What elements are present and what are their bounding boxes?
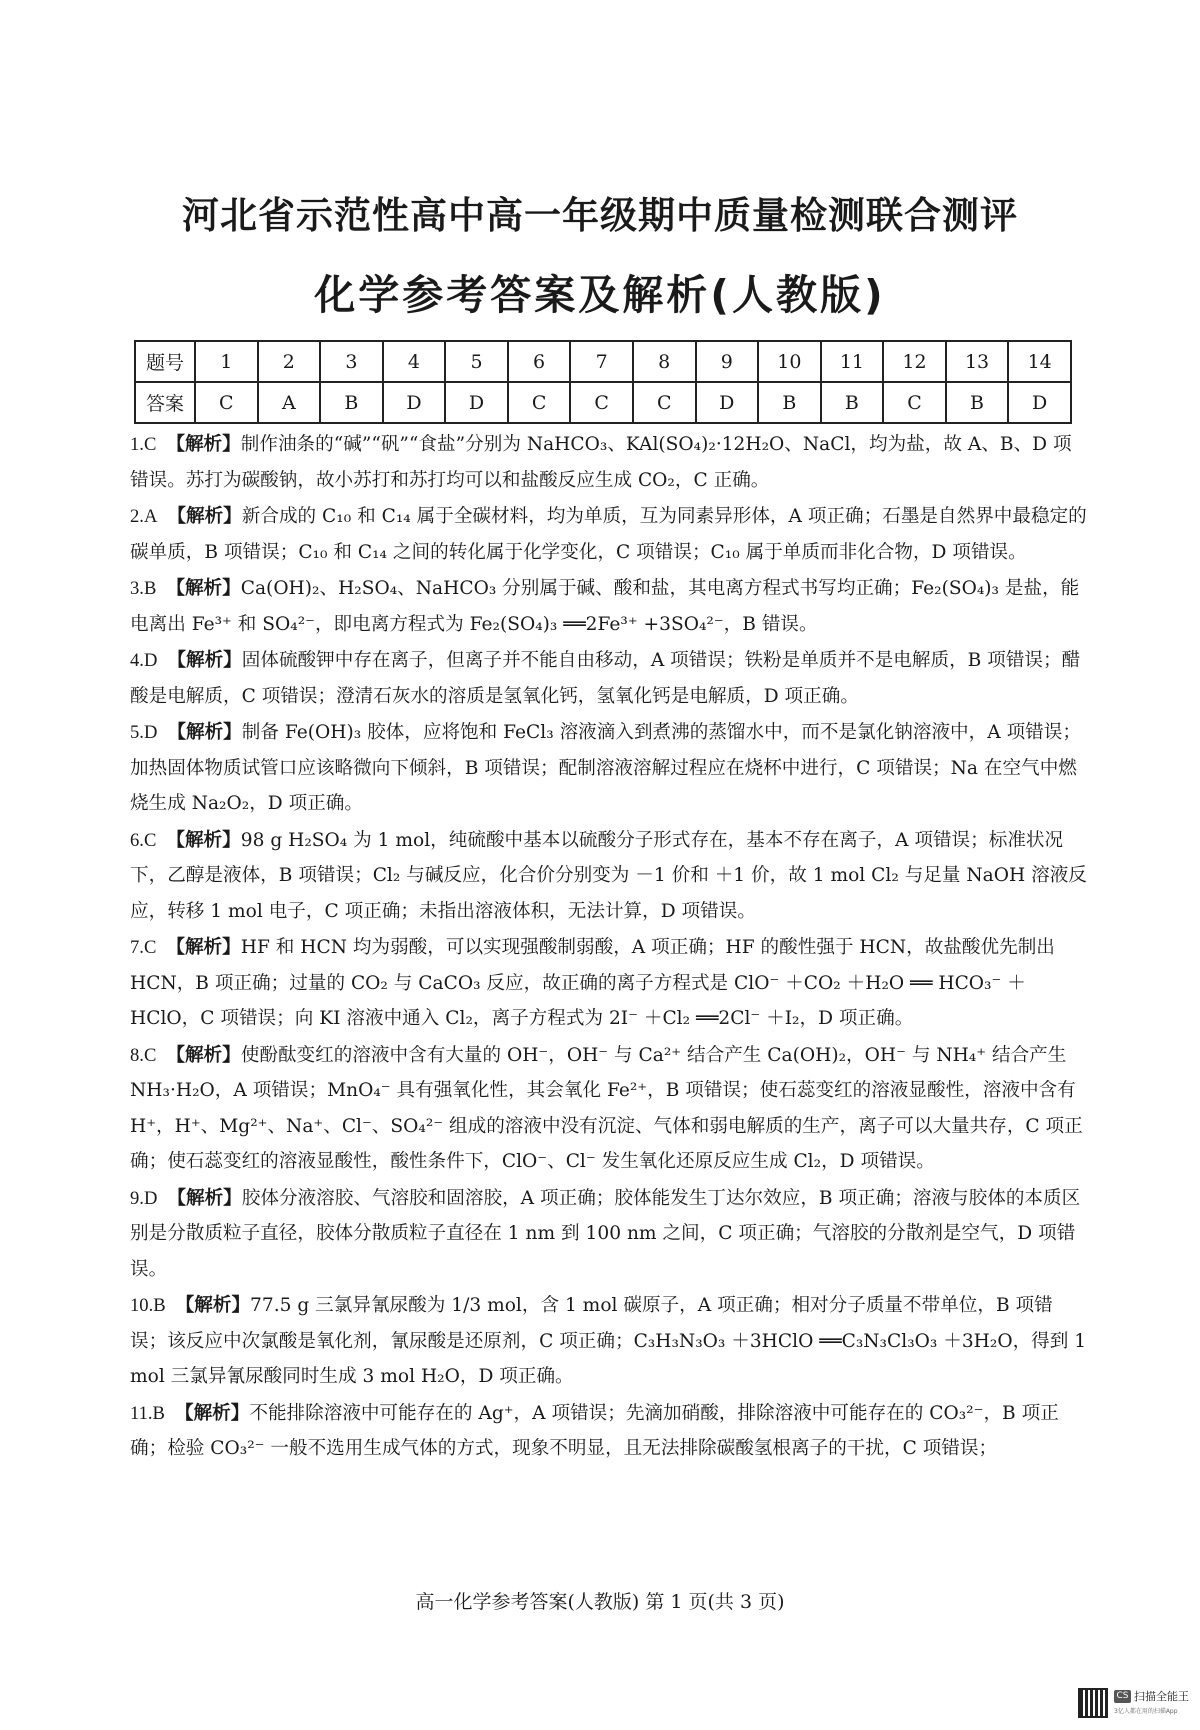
analysis-text: Ca(OH)₂、H₂SO₄、NaHCO₃ 分别属于碱、酸和盐，其电离方程式书写均正确；Fe₂(SO₄)₃ 是盐，能电离出 Fe³⁺ 和 SO₄²⁻，即电离方程式为 Fe₂(SO₄)₃ ══2Fe³⁺ +3SO₄²⁻，B 错误。	[130, 578, 1080, 635]
analysis-tag: 【解析】	[175, 1295, 251, 1316]
analysis-text: 77.5 g 三氯异氰尿酸为 1/3 mol，含 1 mol 碳原子，A 项正确；相对分子质量不带单位，B 项错误；该反应中次氯酸是氧化剂，氰尿酸是还原剂，C 项正确；C₃H₃N₃O₃ ＋3HClO ══C₃N₃Cl₃O₃ ＋3H₂O，得到 1 mol 三氯异氰尿酸同时生成 3 mol H₂O，D 项正确。	[130, 1295, 1087, 1387]
explanation-list	[130, 427, 1088, 1468]
explanation-item	[130, 571, 1088, 642]
scanner-logo: CS	[1114, 1690, 1131, 1703]
question-number-cell: 2	[258, 341, 321, 382]
answer-cell: B	[758, 382, 821, 423]
question-number-cell: 14	[1008, 341, 1071, 382]
answer-cell: C	[570, 382, 633, 423]
explanation-item	[130, 930, 1088, 1037]
analysis-text: 新合成的 C₁₀ 和 C₁₄ 属于全碳材料，均为单质，互为同素异形体，A 项正确；石墨是自然界中最稳定的碳单质，B 项错误；C₁₀ 和 C₁₄ 之间的转化属于化学变化，C 项错误；C₁₀ 属于单质而非化合物，D 项错误。	[130, 506, 1087, 563]
scanner-app-name: 扫描全能王	[1134, 1690, 1189, 1703]
answer-table	[134, 340, 1072, 424]
item-answer: 9.D	[130, 1187, 158, 1209]
question-number-cell: 1	[195, 341, 258, 382]
question-number-cell: 4	[383, 341, 446, 382]
analysis-tag: 【解析】	[167, 650, 242, 671]
analysis-tag: 【解析】	[166, 829, 241, 851]
question-number-cell: 12	[883, 341, 946, 382]
item-answer: 10.B	[130, 1295, 166, 1316]
answer-cell: C	[633, 382, 696, 423]
analysis-tag: 【解析】	[167, 1187, 242, 1209]
question-number-cell: 10	[758, 341, 821, 382]
scanner-app-tagline: 3亿人都在用的扫描App	[1114, 1708, 1178, 1715]
answer-cell: D	[696, 382, 759, 423]
item-answer: 5.D	[130, 722, 158, 743]
answer-cell: C	[195, 382, 258, 423]
qr-code-icon	[1078, 1688, 1108, 1718]
analysis-tag: 【解析】	[167, 506, 242, 527]
explanation-item	[130, 823, 1088, 930]
question-number-cell: 5	[445, 341, 508, 382]
analysis-text: 制作油条的“碱”“矾”“食盐”分别为 NaHCO₃、KAl(SO₄)₂·12H₂O、NaCl，均为盐，故 A、B、D 项错误。苏打为碳酸钠，故小苏打和苏打均可以和盐酸反应生成 CO₂，C 正确。	[130, 434, 1072, 491]
answer-cell: B	[821, 382, 884, 423]
question-number-row	[135, 341, 1071, 382]
page-footer: 高一化学参考答案(人教版) 第 1 页(共 3 页)	[415, 1591, 785, 1613]
explanation-item	[130, 715, 1088, 822]
answer-cell: D	[445, 382, 508, 423]
analysis-tag: 【解析】	[167, 722, 242, 743]
row-label: 题号	[135, 341, 195, 382]
explanation-item	[130, 1396, 1088, 1467]
answer-cell: B	[946, 382, 1009, 423]
document-title: 河北省示范性高中高一年级期中质量检测联合测评	[182, 194, 1018, 237]
question-number-cell: 6	[508, 341, 571, 382]
item-answer: 3.B	[130, 578, 157, 599]
question-number-cell: 8	[633, 341, 696, 382]
item-answer: 2.A	[130, 506, 158, 527]
analysis-text: 98 g H₂SO₄ 为 1 mol，纯硫酸中基本以硫酸分子形式存在，基本不存在离子，A 项错误；标准状况下，乙醇是液体，B 项错误；Cl₂ 与碱反应，化合价分别变为 －1 价和 ＋1 价，故 1 mol Cl₂ 与足量 NaOH 溶液反应，转移 1 mol 电子，C 项正确；未指出溶液体积，无法计算，D 项错误。	[130, 829, 1087, 922]
question-number-cell: 7	[570, 341, 633, 382]
analysis-tag: 【解析】	[174, 1402, 250, 1424]
item-answer: 8.C	[130, 1044, 157, 1066]
answer-cell: D	[383, 382, 446, 423]
explanation-item	[130, 1038, 1088, 1180]
item-answer: 7.C	[130, 937, 157, 958]
answer-cell: B	[320, 382, 383, 423]
analysis-tag: 【解析】	[166, 578, 241, 599]
question-number-cell: 11	[821, 341, 884, 382]
explanation-item	[130, 643, 1088, 714]
item-answer: 1.C	[130, 434, 157, 455]
explanation-item	[130, 1181, 1088, 1288]
item-answer: 11.B	[130, 1402, 165, 1424]
question-number-cell: 9	[696, 341, 759, 382]
explanation-item	[130, 1288, 1088, 1395]
analysis-text: 固体硫酸钾中存在离子，但离子并不能自由移动，A 项错误；铁粉是单质并不是电解质，B 项错误；醋酸是电解质，C 项错误；澄清石灰水的溶质是氢氧化钙，氢氧化钙是电解质，D 项正确。	[130, 650, 1081, 707]
answer-cell: A	[258, 382, 321, 423]
question-number-cell: 13	[946, 341, 1009, 382]
answer-cell: C	[508, 382, 571, 423]
answer-cell: C	[883, 382, 946, 423]
analysis-tag: 【解析】	[166, 937, 241, 958]
answer-cell: D	[1008, 382, 1071, 423]
answer-row	[135, 382, 1071, 423]
analysis-tag: 【解析】	[166, 434, 241, 455]
analysis-text: 胶体分液溶胶、气溶胶和固溶胶，A 项正确；胶体能发生丁达尔效应，B 项正确；溶液与胶体的本质区别是分散质粒子直径，胶体分散质粒子直径在 1 nm 到 100 nm 之间，C 项正确；气溶胶的分散剂是空气，D 项错误。	[130, 1187, 1081, 1280]
analysis-text: 制备 Fe(OH)₃ 胶体，应将饱和 FeCl₃ 溶液滴入到煮沸的蒸馏水中，而不是氯化钠溶液中，A 项错误；加热固体物质试管口应该略微向下倾斜，B 项错误；配制溶液溶解过程应在烧杯中进行，C 项错误；Na 在空气中燃烧生成 Na₂O₂，D 项正确。	[130, 722, 1081, 814]
explanation-item	[130, 499, 1088, 570]
question-number-cell: 3	[320, 341, 383, 382]
row-label: 答案	[135, 382, 195, 423]
analysis-tag: 【解析】	[166, 1044, 241, 1066]
explanation-item	[130, 427, 1088, 498]
item-answer: 6.C	[130, 829, 157, 851]
analysis-text: 使酚酞变红的溶液中含有大量的 OH⁻，OH⁻ 与 Ca²⁺ 结合产生 Ca(OH)₂，OH⁻ 与 NH₄⁺ 结合产生NH₃·H₂O，A 项错误；MnO₄⁻ 具有强氧化性，其会氧化 Fe²⁺，B 项错误；使石蕊变红的溶液显酸性，溶液中含有 H⁺，H⁺、Mg²⁺、Na⁺、Cl⁻、SO₄²⁻ 组成的溶液中没有沉淀、气体和弱电解质的生产，离子可以大量共存，C 项正确；使石蕊变红的溶液显酸性，酸性条件下，ClO⁻、Cl⁻ 发生氧化还原反应生成 Cl₂，D 项错误。	[130, 1044, 1083, 1172]
document-subtitle: 化学参考答案及解析(人教版)	[314, 271, 886, 319]
analysis-text: 不能排除溶液中可能存在的 Ag⁺，A 项错误；先滴加硝酸，排除溶液中可能存在的 CO₃²⁻，B 项正确；检验 CO₃²⁻ 一般不选用生成气体的方式，现象不明显，且无法排除碳酸氢根离子的干扰，C 项错误；	[130, 1402, 1059, 1459]
analysis-text: HF 和 HCN 均为弱酸，可以实现强酸制弱酸，A 项正确；HF 的酸性强于 HCN，故盐酸优先制出 HCN，B 项正确；过量的 CO₂ 与 CaCO₃ 反应，故正确的离子方程式是 ClO⁻ ＋CO₂ ＋H₂O ══ HCO₃⁻ ＋HClO，C 项错误；向 KI 溶液中通入 Cl₂，离子方程式为 2I⁻ ＋Cl₂ ══2Cl⁻ ＋I₂，D 项正确。	[130, 937, 1055, 1029]
item-answer: 4.D	[130, 650, 158, 671]
